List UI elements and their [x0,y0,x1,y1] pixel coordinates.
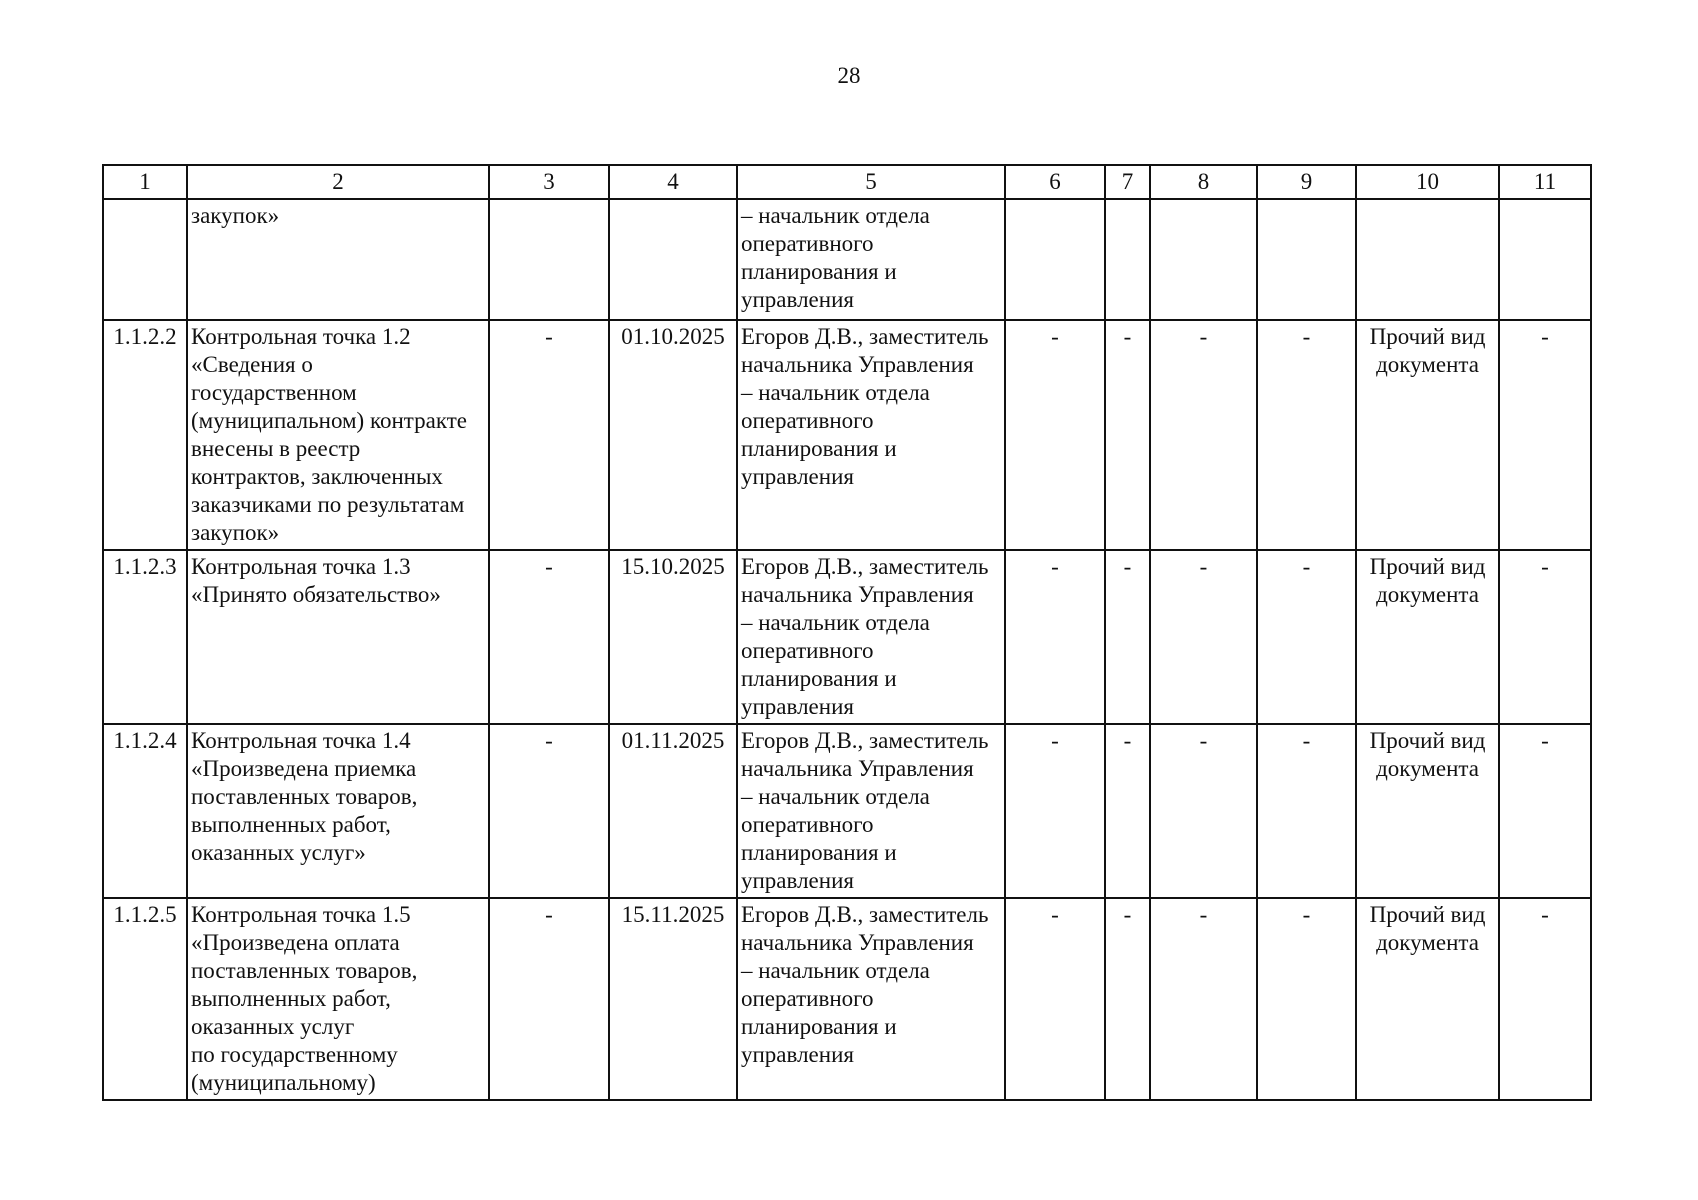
cell-col6 [1005,199,1105,320]
cell-col8 [1150,199,1257,320]
row-responsible: Егоров Д.В., заместитель начальника Управления – начальник отдела оперативного планирования и управления [737,550,1005,724]
header-cell: 2 [187,165,489,199]
header-row [103,165,1591,199]
row-name: Контрольная точка 1.3 «Принято обязательство» [187,550,489,724]
cell-col7: - [1105,550,1150,724]
header-cell: 6 [1005,165,1105,199]
header-cell: 11 [1499,165,1591,199]
cell-col11: - [1499,320,1591,550]
cell-col6: - [1005,550,1105,724]
row-date: 01.10.2025 [609,320,737,550]
cell-col3: - [489,898,609,1100]
row-date [609,199,737,320]
header-cell: 1 [103,165,187,199]
cell-col8: - [1150,550,1257,724]
row-doc-type: Прочий вид документа [1356,724,1499,898]
cell-col6: - [1005,724,1105,898]
row-number: 1.1.2.4 [103,724,187,898]
plan-table [102,164,1592,1101]
cell-col11: - [1499,550,1591,724]
row-number: 1.1.2.2 [103,320,187,550]
row-name: Контрольная точка 1.4 «Произведена приемка поставленных товаров, выполненных работ, оказанных услуг» [187,724,489,898]
row-doc-type: Прочий вид документа [1356,898,1499,1100]
row-doc-type: Прочий вид документа [1356,320,1499,550]
table-header [103,165,1591,199]
row-date: 15.11.2025 [609,898,737,1100]
header-cell: 7 [1105,165,1150,199]
row-number [103,199,187,320]
table-row [103,724,1591,898]
row-responsible: Егоров Д.В., заместитель начальника Управления – начальник отдела оперативного планирования и управления [737,320,1005,550]
row-number: 1.1.2.3 [103,550,187,724]
table-row [103,320,1591,550]
page-number: 28 [837,63,861,88]
table-row [103,898,1591,1100]
cell-col9: - [1257,320,1356,550]
cell-col8: - [1150,320,1257,550]
cell-col3: - [489,724,609,898]
row-name: Контрольная точка 1.5 «Произведена оплата поставленных товаров, выполненных работ, оказанных услуг по государственному (муниципальному) [187,898,489,1100]
cell-col3 [489,199,609,320]
header-cell: 8 [1150,165,1257,199]
cell-col7: - [1105,320,1150,550]
row-responsible: Егоров Д.В., заместитель начальника Управления – начальник отдела оперативного планирования и управления [737,724,1005,898]
table-body [103,199,1591,1100]
cell-col9: - [1257,550,1356,724]
header-cell: 3 [489,165,609,199]
header-cell: 4 [609,165,737,199]
cell-col3: - [489,550,609,724]
header-cell: 10 [1356,165,1499,199]
row-name: Контрольная точка 1.2 «Сведения о государственном (муниципальном) контракте внесены в реестр контрактов, заключенных заказчиками по результатам закупок» [187,320,489,550]
cell-col9: - [1257,898,1356,1100]
row-number: 1.1.2.5 [103,898,187,1100]
cell-col11: - [1499,724,1591,898]
header-cell: 5 [737,165,1005,199]
cell-col7 [1105,199,1150,320]
cell-col7: - [1105,898,1150,1100]
cell-col11: - [1499,898,1591,1100]
row-responsible: Егоров Д.В., заместитель начальника Управления – начальник отдела оперативного планирования и управления [737,898,1005,1100]
cell-col8: - [1150,898,1257,1100]
cell-col9 [1257,199,1356,320]
cell-col9: - [1257,724,1356,898]
cell-col11 [1499,199,1591,320]
cell-col7: - [1105,724,1150,898]
header-cell: 9 [1257,165,1356,199]
table-row [103,550,1591,724]
row-name: закупок» [187,199,489,320]
cell-col6: - [1005,320,1105,550]
row-responsible: – начальник отдела оперативного планирования и управления [737,199,1005,320]
cell-col3: - [489,320,609,550]
cell-col8: - [1150,724,1257,898]
row-date: 15.10.2025 [609,550,737,724]
row-date: 01.11.2025 [609,724,737,898]
row-doc-type [1356,199,1499,320]
table-row [103,199,1591,320]
row-doc-type: Прочий вид документа [1356,550,1499,724]
cell-col6: - [1005,898,1105,1100]
